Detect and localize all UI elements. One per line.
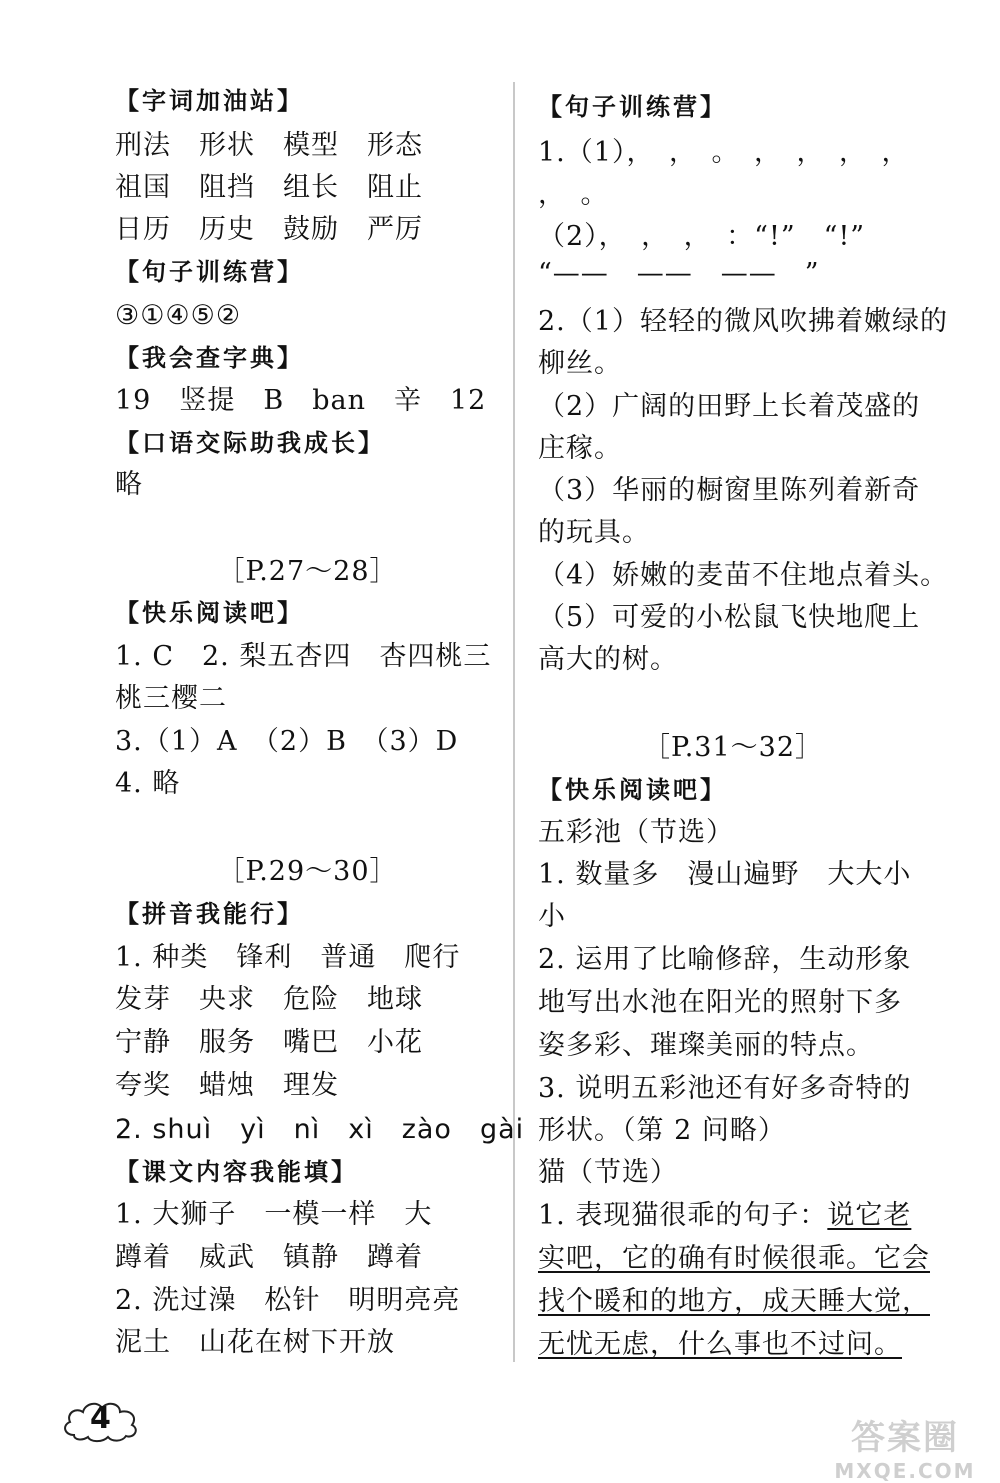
page-range-heading: ［P.31～32］ (643, 732, 823, 763)
page-number: 4 (90, 1401, 111, 1436)
answer-line: 1. C 2. 梨五杏四 杏四桃三 (115, 641, 492, 672)
answer-line: （2）， ， ， ：“!” “!” (538, 221, 866, 252)
answer-line: 发芽 央求 危险 地球 (115, 984, 423, 1015)
answer-line: 2. 洗过澡 松针 明明亮亮 (115, 1285, 461, 1316)
answer-line: （3）华丽的橱窗里陈列着新奇 (538, 475, 921, 506)
section-header-happy-reading: 【快乐阅读吧】 (538, 776, 727, 804)
answer-line: （4）娇嫩的麦苗不住地点着头。 (538, 560, 949, 591)
column-divider (513, 82, 515, 1362)
underlined-text: 它会 (874, 1243, 930, 1274)
answer-line: 2. 运用了比喻修辞，生动形象 (538, 944, 912, 975)
answer-line: 2.（1）轻轻的微风吹拂着嫩绿的 (538, 306, 948, 337)
answer-line-pinyin: 2. shuì yì nì xì zào gài (115, 1114, 525, 1145)
answer-line: 3. 说明五彩池还有好多奇特的 (538, 1073, 912, 1104)
section-header-sentence-camp: 【句子训练营】 (115, 258, 304, 286)
answer-line: 1. 种类 锋利 普通 爬行 (115, 942, 461, 973)
answer-line: ③①④⑤② (115, 300, 242, 331)
cat-answer-prefix: 1. 表现猫很乖的句子： (538, 1200, 828, 1231)
answer-line: 3.（1）A （2）B （3）D (115, 726, 459, 757)
answer-line: 地写出水池在阳光的照射下多 (538, 987, 902, 1018)
page-range-heading: ［P.29～30］ (217, 856, 398, 887)
answer-line: 泥土 山花在树下开放 (115, 1327, 395, 1358)
cat-answer-line-4: 无忧无虑，什么事也不过问。 (538, 1329, 902, 1360)
underlined-text: 说它老 (827, 1200, 912, 1231)
watermark-logo (820, 1410, 990, 1483)
answer-line: 高大的树。 (538, 644, 678, 675)
cat-answer-line-3: 找个暖和的地方，成天睡大觉， (538, 1286, 930, 1317)
answer-line: 夸奖 蜡烛 理发 (115, 1070, 339, 1101)
section-header-sentence-camp: 【句子训练营】 (538, 93, 727, 121)
watermark-bottom-text: MXQE.COM (834, 1459, 976, 1483)
answer-line: 桃三樱二 (115, 683, 227, 714)
answer-line: （2）广阔的田野上长着茂盛的 (538, 391, 921, 422)
answer-line: 刑法 形状 模型 形态 (115, 130, 423, 161)
answer-line: 日历 历史 鼓励 严厉 (115, 214, 423, 245)
section-header-happy-reading: 【快乐阅读吧】 (115, 599, 304, 627)
answer-line: 柳丝。 (538, 348, 622, 379)
answer-line: 小 (538, 901, 566, 932)
section-header-text-fill: 【课文内容我能填】 (115, 1158, 358, 1186)
answer-line: 4. 略 (115, 768, 181, 799)
section-header-pinyin: 【拼音我能行】 (115, 900, 304, 928)
underlined-text: 实吧，它的确有时候很乖。 (538, 1243, 874, 1274)
answer-line: 19 竖提 B ban 辛 12 (115, 385, 487, 416)
answer-line: “—— —— —— ” (538, 258, 820, 289)
watermark-top-text: 答案圈 (851, 1418, 959, 1458)
cat-answer-line-1 (538, 1197, 911, 1235)
answer-line: 的玩具。 (538, 517, 650, 548)
answer-line: ， 。 (538, 179, 609, 210)
cat-answer-line-2 (538, 1240, 930, 1278)
answer-line: 略 (115, 469, 143, 500)
answer-line: （5）可爱的小松鼠飞快地爬上 (538, 602, 921, 633)
answer-line: 宁静 服务 嘴巴 小花 (115, 1027, 423, 1058)
answer-line: 祖国 阻挡 组长 阻止 (115, 172, 423, 203)
page-range-heading: ［P.27～28］ (217, 556, 398, 587)
section-header-dictionary: 【我会查字典】 (115, 344, 304, 372)
answer-line: 1.（1）， ， 。 ， ， ， ， (538, 137, 910, 168)
section-header-oral-communication: 【口语交际助我成长】 (115, 429, 385, 457)
answer-line: 庄稼。 (538, 433, 622, 464)
answer-line: 五彩池（节选） (538, 817, 734, 848)
answer-line: 1. 数量多 漫山遍野 大大小 (538, 859, 912, 890)
answer-line: 1. 大狮子 一模一样 大 (115, 1199, 433, 1230)
answer-line: 姿多彩、璀璨美丽的特点。 (538, 1030, 874, 1061)
section-header-word-station: 【字词加油站】 (115, 87, 304, 115)
answer-line: 形状。（第 2 问略） (538, 1115, 786, 1146)
page-number-cloud (60, 1395, 142, 1447)
answer-line: 猫（节选） (538, 1157, 678, 1188)
answer-line: 蹲着 威武 镇静 蹲着 (115, 1242, 423, 1273)
